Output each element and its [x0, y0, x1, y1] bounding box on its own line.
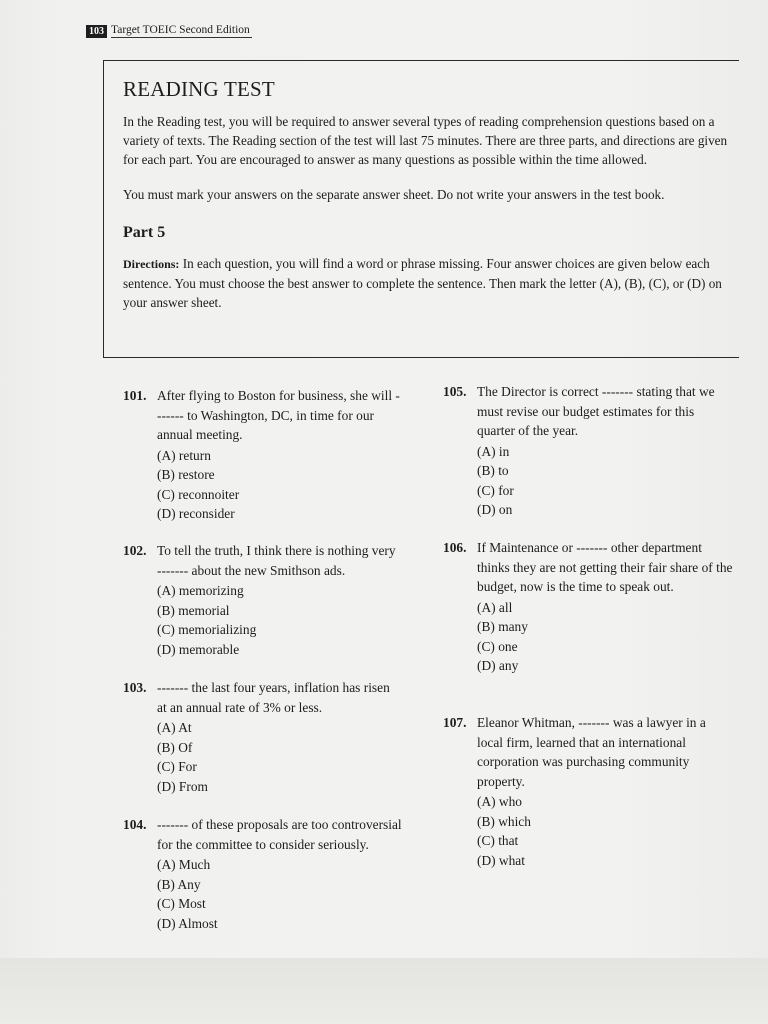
- question-103: [123, 678, 402, 796]
- option-c: (C) memorializing: [157, 622, 257, 637]
- answer-options: [157, 855, 402, 933]
- directions-paragraph: [123, 254, 729, 312]
- option-a: (A) memorizing: [157, 583, 244, 598]
- question-stem: To tell the truth, I think there is nothing very ------- about the new Smithson ads.: [157, 543, 396, 578]
- answer-options: [477, 442, 735, 520]
- section-title: READING TEST: [123, 77, 275, 101]
- answer-options: [157, 446, 402, 524]
- book-title: Target TOEIC Second Edition: [111, 24, 250, 36]
- option-a: (A) in: [477, 443, 510, 459]
- question-104: [123, 815, 402, 933]
- option-d: (D) any: [477, 658, 519, 673]
- page-number: 103: [86, 25, 107, 38]
- option-d: (D) memorable: [157, 641, 240, 657]
- option-b: (B) memorial: [157, 602, 230, 618]
- directions-label: Directions:: [123, 257, 180, 271]
- question-stem: ------- the last four years, inflation has risen at an annual rate of 3% or less.: [157, 680, 390, 715]
- option-b: (B) Any: [157, 876, 201, 892]
- answer-options: [477, 598, 735, 676]
- page-bottom-edge: [0, 958, 768, 1024]
- option-d: (D) on: [477, 502, 513, 517]
- option-c: (C) for: [477, 482, 514, 498]
- question-number: 103.: [123, 680, 147, 695]
- option-a: (A) who: [477, 794, 522, 809]
- question-106: [443, 538, 735, 676]
- question-stem: If Maintenance or ------- other department thinks they are not getting their fair share of the budget, now is the time to speak out.: [477, 540, 733, 594]
- option-b: (B) Of: [157, 739, 193, 755]
- option-c: (C) one: [477, 638, 518, 654]
- option-b: (B) many: [477, 619, 528, 634]
- option-c: (C) Most: [157, 896, 206, 911]
- option-a: (A) Much: [157, 857, 211, 872]
- part-title: Part 5: [123, 224, 166, 241]
- option-d: (D) From: [157, 778, 208, 794]
- question-102: [123, 541, 402, 659]
- option-a: (A) At: [157, 720, 192, 735]
- running-header: [86, 24, 252, 38]
- directions-text: In each question, you will find a word or phrase missing. Four answer choices are given below each sentence. You must choose the best answer to complete the sentence. Then mark the letter (A), (B), (C), or (D) on your answer sheet.: [123, 256, 722, 310]
- question-101: [123, 386, 402, 524]
- option-c: (C) For: [157, 759, 197, 774]
- option-d: (D) reconsider: [157, 506, 235, 521]
- question-105: [443, 382, 735, 520]
- question-stem: Eleanor Whitman, ------- was a lawyer in a local firm, learned that an international corporation was purchasing community property.: [477, 715, 706, 789]
- option-c: (C) reconnoiter: [157, 486, 240, 502]
- option-b: (B) restore: [157, 467, 215, 482]
- reading-test-instructions-box: [103, 60, 739, 358]
- answer-options: [157, 718, 402, 796]
- answer-sheet-note: You must mark your answers on the separate answer sheet. Do not write your answers in the test book.: [123, 187, 665, 202]
- question-stem: ------- of these proposals are too controversial for the committee to consider seriously.: [157, 817, 402, 852]
- question-107: [443, 713, 735, 870]
- intro-paragraph: In the Reading test, you will be required to answer several types of reading comprehension questions based on a variety of texts. The Reading section of the test will last 75 minutes. There are three parts, and directions are given for each part. You are encouraged to answer as many questions as possible within the time allowed.: [123, 114, 728, 167]
- question-number: 107.: [443, 715, 467, 730]
- option-a: (A) return: [157, 447, 211, 463]
- question-number: 105.: [443, 384, 467, 399]
- option-d: (D) Almost: [157, 915, 218, 931]
- answer-options: [157, 581, 402, 659]
- option-b: (B) which: [477, 813, 531, 829]
- option-c: (C) that: [477, 833, 519, 848]
- question-stem: The Director is correct ------- stating that we must revise our budget estimates for this quarter of the year.: [477, 384, 715, 438]
- option-a: (A) all: [477, 599, 513, 615]
- question-number: 101.: [123, 388, 147, 403]
- question-number: 106.: [443, 540, 467, 555]
- answer-options: [477, 792, 735, 870]
- question-number: 102.: [123, 543, 147, 558]
- question-number: 104.: [123, 817, 147, 832]
- question-stem: After flying to Boston for business, she will ------- to Washington, DC, in time for our annual meeting.: [157, 388, 400, 442]
- option-b: (B) to: [477, 463, 509, 478]
- option-d: (D) what: [477, 852, 525, 868]
